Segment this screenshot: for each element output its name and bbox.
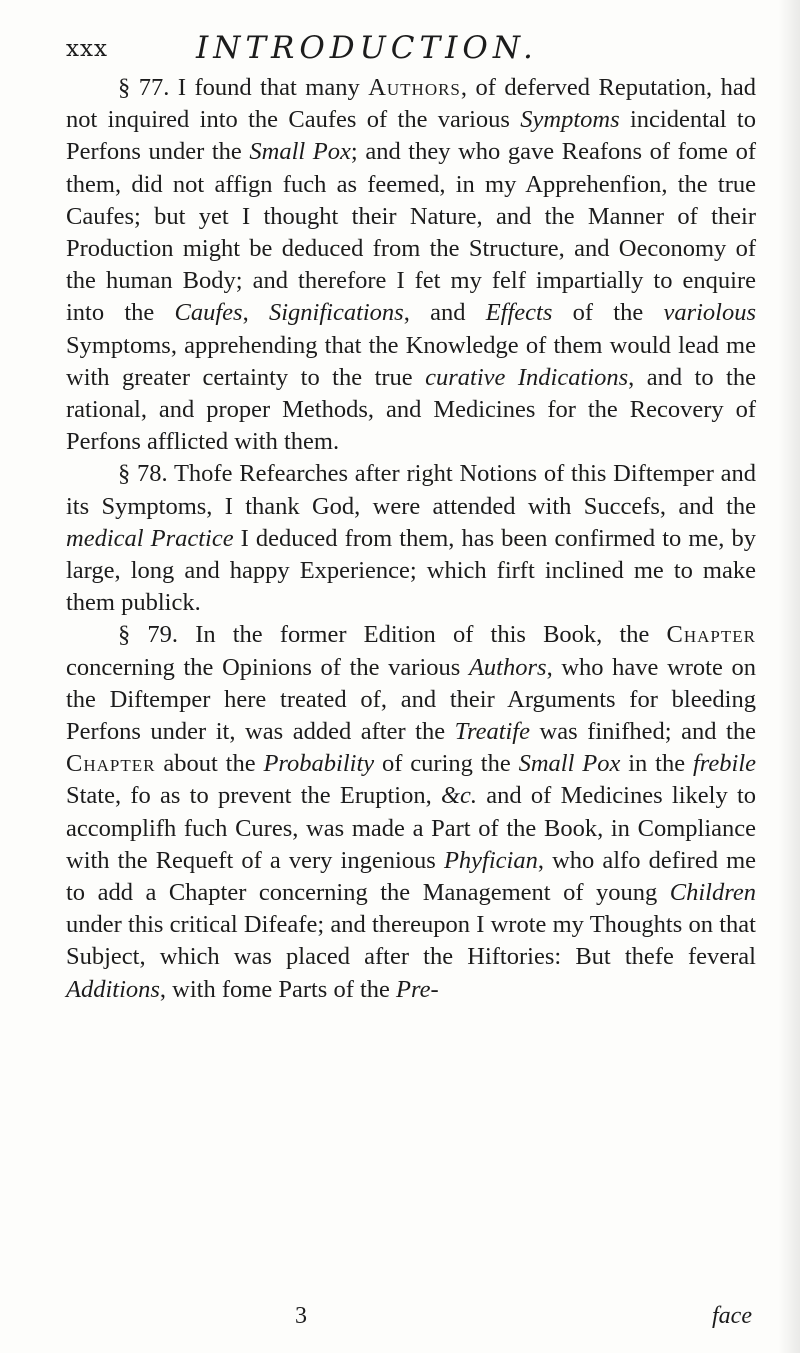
text-run: concerning the Opinions of the various <box>66 653 469 681</box>
paragraph-77 <box>66 72 756 458</box>
page-footer <box>66 1303 756 1339</box>
text-run: Caufes <box>174 299 243 327</box>
text-run: under this critical Difeafe; and thereupon I wrote my Thoughts on that Subject, which was placed after the Hiftories: But thefe feveral <box>66 911 756 971</box>
text-run: incidental to Perfons under the <box>66 106 756 166</box>
text-run: Children <box>669 879 756 907</box>
running-title: INTRODUCTION. <box>196 30 538 66</box>
text-run: , and to the rational, and proper Methods, and Medicines for the Recovery of Perfons afflicted with them. <box>66 363 756 456</box>
text-run: , and <box>403 299 486 327</box>
text-run: Treatife <box>454 718 530 746</box>
page-header <box>66 30 746 70</box>
text-run: Pre- <box>396 975 439 1003</box>
text-run: Chapter <box>66 750 156 778</box>
text-run: Phyfician <box>443 846 538 874</box>
text-run: Small Pox <box>249 138 351 166</box>
text-run: Additions <box>66 975 160 1003</box>
text-run: Authors <box>468 653 547 681</box>
text-run: ; and they who gave Reafons of fome of them, did not affign fuch as feemed, in my Apprehenfion, the true Caufes; but yet I thought their Nature, and the Manner of their Production might be deduced from the Structure, and Oeconomy of the human Body; and therefore I fet my felf impartially to enquire into the <box>66 138 756 327</box>
text-run: about the <box>155 750 264 778</box>
text-run: was finifhed; and the <box>530 718 756 746</box>
text-run: Chapter <box>666 621 756 649</box>
text-run: § 79. In the former Edition of this Book, the <box>118 621 667 649</box>
text-run: Probability <box>263 750 375 778</box>
text-run: curative Indications <box>425 363 629 391</box>
paragraph-79 <box>66 619 756 1005</box>
folio-number: xxx <box>66 36 108 62</box>
text-run: Symptoms, apprehending that the Knowledge of them would lead me with greater certainty to the true <box>66 331 756 391</box>
text-run: Authors <box>368 74 461 101</box>
text-run: , of deferved Reputation, had not inquired into the Caufes of the various <box>66 74 756 134</box>
text-run: &c. <box>441 782 478 810</box>
paragraph-78 <box>66 458 756 619</box>
text-run: Small Pox <box>518 750 621 778</box>
text-run: Significations <box>268 299 404 327</box>
text-run: Effects <box>485 299 553 327</box>
text-run: , <box>242 299 269 327</box>
text-run: § 77. I found that many <box>118 74 369 101</box>
text-run: of curing the <box>374 750 519 778</box>
page-edge-shadow <box>778 0 800 1353</box>
text-run: , with fome Parts of the <box>159 975 397 1003</box>
catchword: face <box>712 1303 752 1329</box>
text-run: State, fo as to prevent the Eruption, <box>66 782 441 810</box>
text-run: , who alfo defired me to add a Chapter concerning the Management of young <box>66 846 756 907</box>
text-run: variolous <box>663 299 757 327</box>
text-run: I deduced from them, has been confirmed to me, by large, long and happy Experience; which firft inclined me to make them publick. <box>66 524 756 617</box>
text-run: , who have wrote on the Diftemper here treated of, and their Arguments for bleeding Perfons under it, was added after the <box>66 653 756 746</box>
text-run: § 78. Thofe Refearches after right Notions of this Diftemper and its Symptoms, I thank God, were attended with Succefs, and the <box>66 460 756 520</box>
text-run: medical Practice <box>66 524 234 552</box>
text-run: frebile <box>692 750 757 778</box>
text-run: and of Medicines likely to accomplifh fuch Cures, was made a Part of the Book, in Compliance with the Requeft of a very ingenious <box>66 782 756 874</box>
text-run: in the <box>620 750 693 778</box>
body-text <box>66 72 756 1006</box>
text-run: of the <box>552 299 664 327</box>
signature-mark: 3 <box>295 1303 307 1329</box>
text-run: Symptoms <box>520 106 620 134</box>
